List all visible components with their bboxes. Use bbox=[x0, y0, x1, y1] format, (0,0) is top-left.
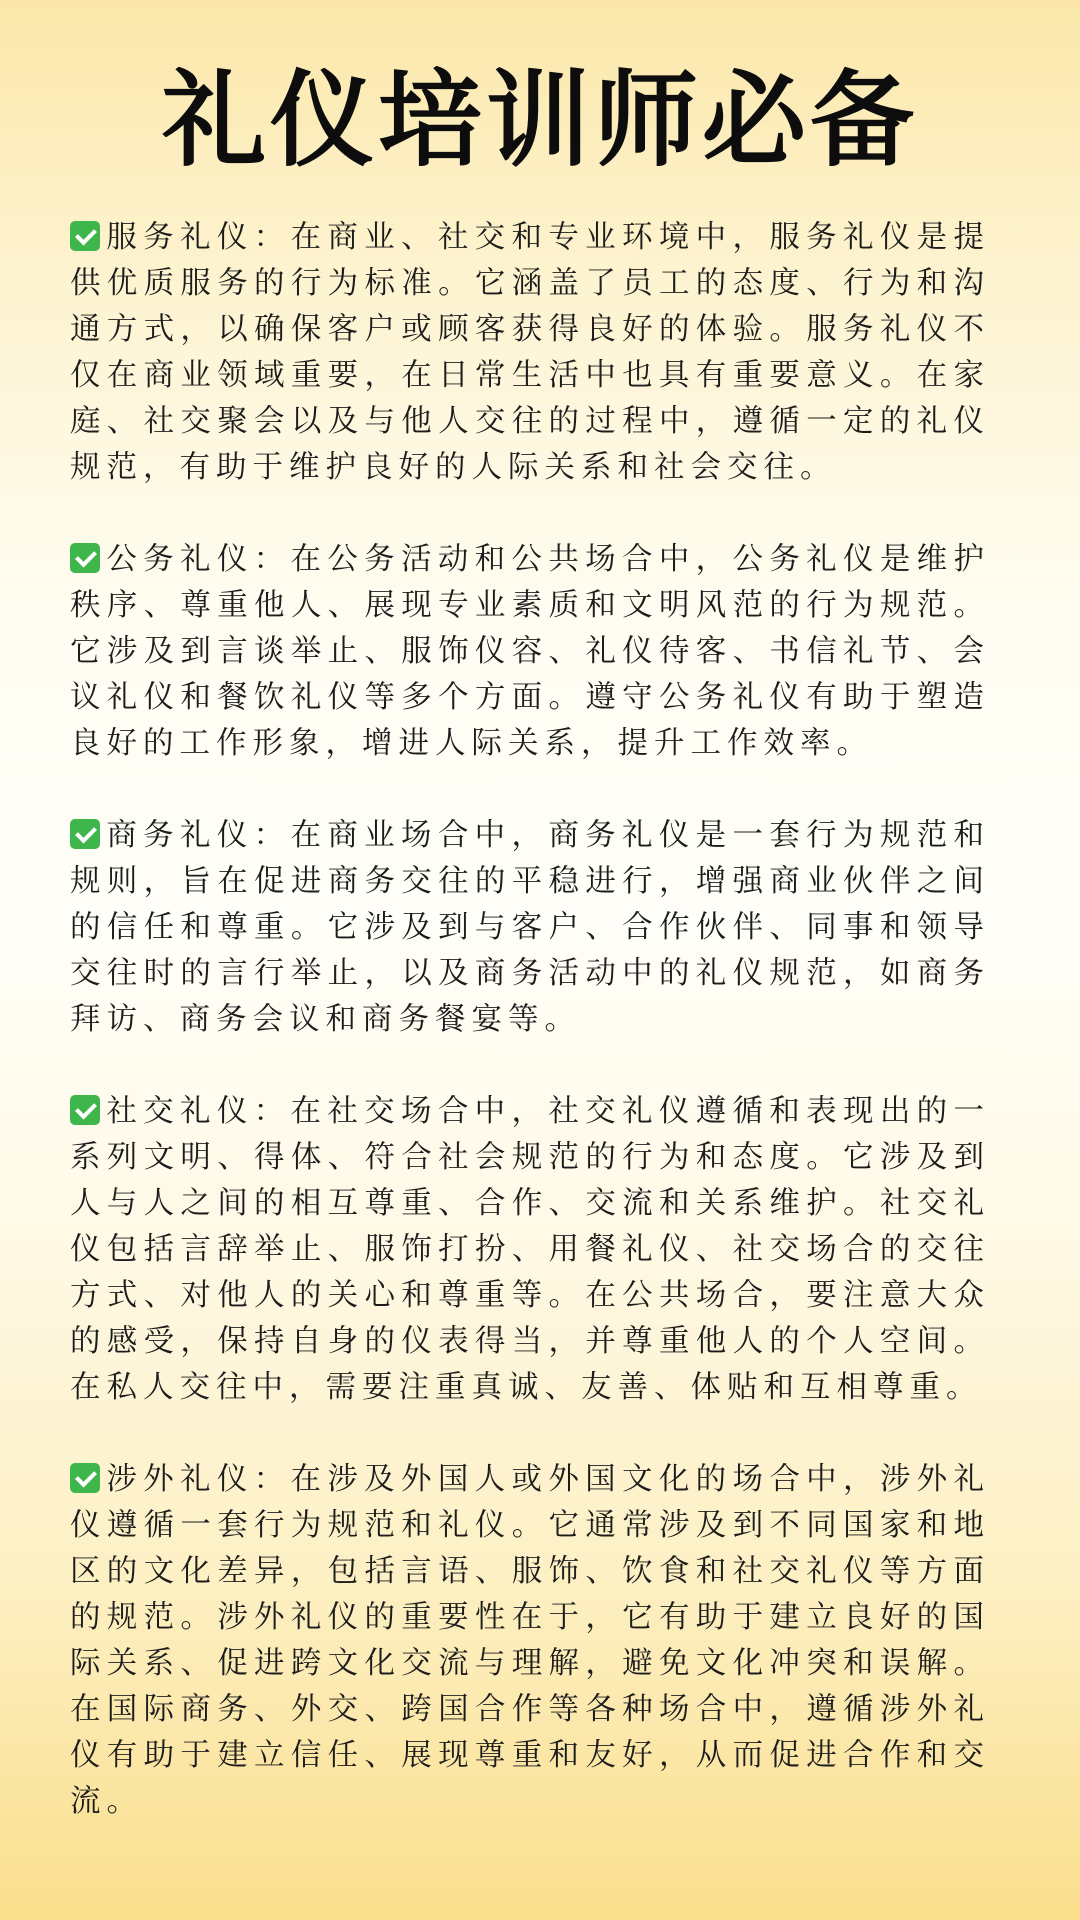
page-title: 礼仪培训师必备 bbox=[161, 58, 918, 181]
section-social-etiquette bbox=[70, 1089, 990, 1411]
check-mark-icon bbox=[70, 543, 100, 573]
section-foreign-etiquette bbox=[70, 1457, 990, 1825]
section-text: 服务礼仪：在商业、社交和专业环境中，服务礼仪是提供优质服务的行为标准。它涵盖了员工的态度、行为和沟通方式，以确保客户或顾客获得良好的体验。服务礼仪不仅在商业领域重要，在日常生活中也具有重要意义。在家庭、社交聚会以及与他人交往的过程中，遵循一定的礼仪规范，有助于维护良好的人际关系和社会交往。 bbox=[70, 220, 990, 485]
section-service-etiquette bbox=[70, 215, 990, 491]
section-text: 商务礼仪：在商业场合中，商务礼仪是一套行为规范和规则，旨在促进商务交往的平稳进行，增强商业伙伴之间的信任和尊重。它涉及到与客户、合作伙伴、同事和领导交往时的言行举止，以及商务活动中的礼仪规范，如商务拜访、商务会议和商务餐宴等。 bbox=[70, 818, 990, 1037]
section-text: 涉外礼仪：在涉及外国人或外国文化的场合中，涉外礼仪遵循一套行为规范和礼仪。它通常涉及到不同国家和地区的文化差异，包括言语、服饰、饮食和社交礼仪等方面的规范。涉外礼仪的重要性在于，它有助于建立良好的国际关系、促进跨文化交流与理解，避免文化冲突和误解。在国际商务、外交、跨国合作等各种场合中，遵循涉外礼仪有助于建立信任、展现尊重和友好，从而促进合作和交流。 bbox=[70, 1462, 990, 1819]
check-mark-icon bbox=[70, 819, 100, 849]
check-mark-icon bbox=[70, 221, 100, 251]
section-official-etiquette bbox=[70, 537, 990, 767]
section-business-etiquette bbox=[70, 813, 990, 1043]
check-mark-icon bbox=[70, 1095, 100, 1125]
section-text: 社交礼仪：在社交场合中，社交礼仪遵循和表现出的一系列文明、得体、符合社会规范的行为和态度。它涉及到人与人之间的相互尊重、合作、交流和关系维护。社交礼仪包括言辞举止、服饰打扮、用餐礼仪、社交场合的交往方式、对他人的关心和尊重等。在公共场合，要注意大众的感受，保持自身的仪表得当，并尊重他人的个人空间。在私人交往中，需要注重真诚、友善、体贴和互相尊重。 bbox=[70, 1094, 990, 1405]
check-mark-icon bbox=[70, 1463, 100, 1493]
section-text: 公务礼仪：在公务活动和公共场合中，公务礼仪是维护秩序、尊重他人、展现专业素质和文明风范的行为规范。它涉及到言谈举止、服饰仪容、礼仪待客、书信礼节、会议礼仪和餐饮礼仪等多个方面。遵守公务礼仪有助于塑造良好的工作形象，增进人际关系，提升工作效率。 bbox=[70, 542, 990, 761]
content bbox=[70, 215, 990, 1871]
